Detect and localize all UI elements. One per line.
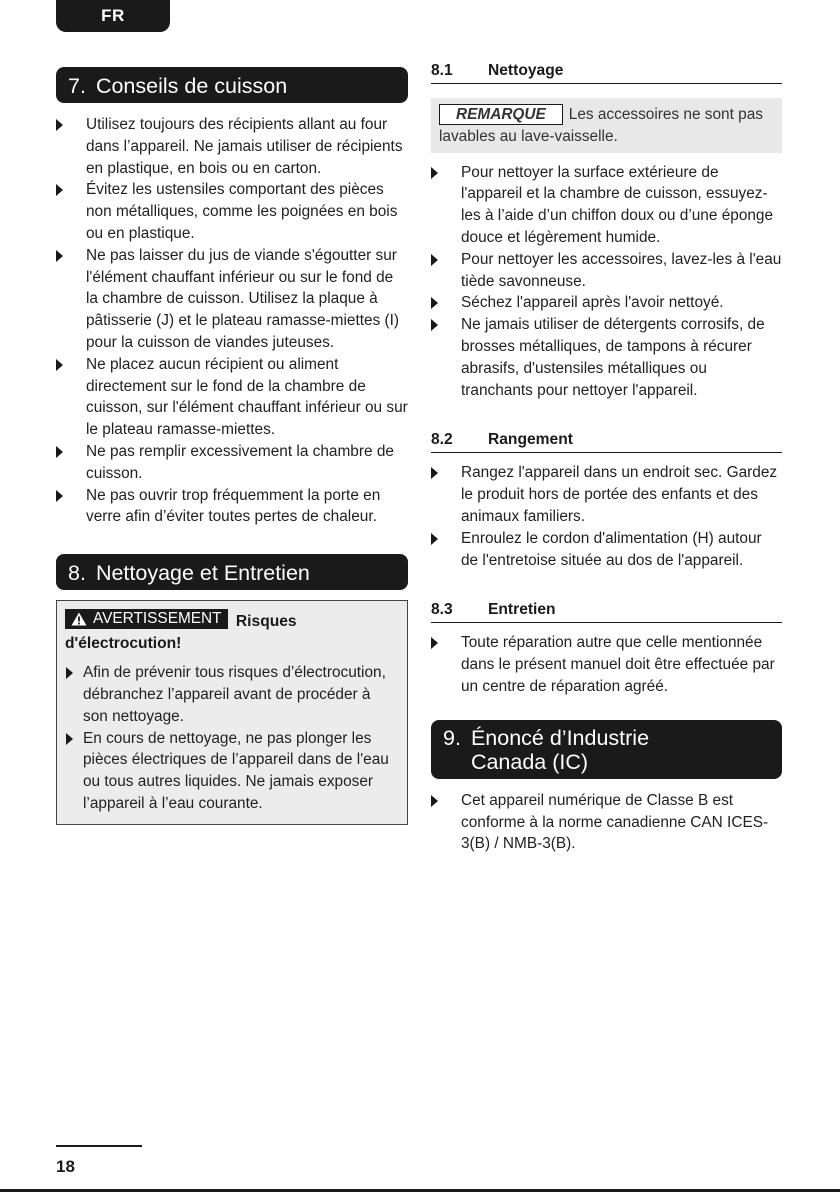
section-9-list — [431, 790, 782, 855]
list-item: Rangez l'appareil dans un endroit sec. Gardez le produit hors de portée des enfants et des animaux familiers. — [431, 462, 782, 527]
subsection-8-3-list — [431, 632, 782, 697]
bullet-icon — [56, 490, 63, 502]
subsection-title: Rangement — [488, 431, 573, 449]
subsection-8-1-heading — [431, 62, 782, 84]
section-7-title: Conseils de cuisson — [95, 74, 288, 98]
left-column — [56, 67, 408, 825]
warning-badge-label: AVERTISSEMENT — [93, 610, 222, 628]
warning-title-rest-1: Risques — [235, 613, 297, 631]
bullet-icon — [66, 667, 73, 679]
list-item: En cours de nettoyage, ne pas plonger les pièces électriques de l’appareil dans de l'eau ou tous autres liquides. Ne jamais exposer l’appareil à l’eau courante. — [65, 728, 399, 815]
subsection-number: 8.1 — [431, 62, 453, 79]
list-item: Cet appareil numérique de Classe B est conforme à la norme canadienne CAN ICES-3(B) / NMB-3(B). — [431, 790, 782, 855]
section-7-number: 7. — [68, 74, 86, 98]
subsection-8-1-list — [431, 162, 782, 402]
section-9-number: 9. — [443, 725, 461, 750]
right-column — [431, 62, 782, 855]
subsection-title: Nettoyage — [488, 62, 564, 79]
section-8-title: Nettoyage et Entretien — [95, 561, 310, 586]
list-item: Ne jamais utiliser de détergents corrosifs, de brosses métalliques, de tampons à récurer abrasifs, d'ustensiles métalliques ou tranchants pour nettoyer l'appareil. — [431, 314, 782, 401]
list-item: Utilisez toujours des récipients allant au four dans l’appareil. Ne jamais utiliser de récipients en plastique, en bois ou en carton. — [56, 114, 408, 179]
bullet-icon — [431, 319, 438, 331]
list-item: Ne pas ouvrir trop fréquemment la porte en verre afin d’éviter toutes pertes de chaleur. — [56, 485, 408, 529]
bullet-icon — [431, 533, 438, 545]
bullet-icon — [431, 637, 438, 649]
bullet-icon — [66, 733, 73, 745]
list-item: Pour nettoyer les accessoires, lavez-les à l'eau tiède savonneuse. — [431, 249, 782, 293]
list-item: Ne pas remplir excessivement la chambre de cuisson. — [56, 441, 408, 485]
section-9-title — [471, 726, 649, 774]
warning-title-rest-2: d'électrocution! — [65, 635, 182, 653]
bullet-icon — [56, 359, 63, 371]
subsection-8-2-heading — [431, 431, 782, 453]
section-9-heading — [431, 720, 782, 779]
list-item: Séchez l'appareil après l'avoir nettoyé. — [431, 292, 782, 314]
note-box — [431, 98, 782, 153]
list-item: Ne placez aucun récipient ou aliment directement sur le fond de la chambre de cuisson, sur l'élément chauffant inférieur ou sur le plateau ramasse-miettes. — [56, 354, 408, 441]
subsection-8-3-heading — [431, 601, 782, 623]
section-9-title-line2: Canada (IC) — [470, 749, 589, 774]
list-item: Afin de prévenir tous risques d’électrocution, débranchez l’appareil avant de procéder à son nettoyage. — [65, 662, 399, 727]
bullet-icon — [56, 119, 63, 131]
section-7-heading — [56, 67, 408, 103]
bullet-icon — [56, 184, 63, 196]
bullet-icon — [431, 254, 438, 266]
list-item: Évitez les ustensiles comportant des pièces non métalliques, comme les poignées en bois ou en plastique. — [56, 179, 408, 244]
subsection-title: Entretien — [488, 601, 556, 619]
subsection-number: 8.2 — [431, 431, 453, 449]
warning-triangle-icon — [71, 612, 87, 626]
warning-list — [65, 662, 399, 815]
bullet-icon — [431, 795, 438, 807]
bullet-icon — [56, 250, 63, 262]
section-9-title-line1: Énoncé d’Industrie — [470, 725, 650, 750]
bullet-icon — [431, 167, 438, 179]
subsection-number: 8.3 — [431, 601, 453, 619]
language-tab: FR — [56, 0, 170, 32]
section-8-number: 8. — [68, 561, 86, 586]
page-number: 18 — [56, 1157, 75, 1176]
list-item: Ne pas laisser du jus de viande s'égoutter sur l'élément chauffant inférieur ou sur le fond de la chambre de cuisson. Utilisez la plaque à pâtisserie (J) et le plateau ramasse-miettes (I) pour la cuisson de viandes juteuses. — [56, 245, 408, 354]
bullet-icon — [431, 467, 438, 479]
footer-rule — [56, 1145, 142, 1147]
list-item: Enroulez le cordon d'alimentation (H) autour de l'entretoise située au dos de l'appareil. — [431, 528, 782, 572]
warning-box — [56, 600, 408, 825]
warning-title — [65, 609, 399, 655]
list-item: Pour nettoyer la surface extérieure de l'appareil et la chambre de cuisson, essuyez-les à l’aide d’un chiffon doux ou d’une éponge douce et légèrement humide. — [431, 162, 782, 249]
bullet-icon — [431, 297, 438, 309]
note-text: Les accessoires ne sont pas lavables au lave-vaisselle. — [439, 106, 763, 145]
list-item: Toute réparation autre que celle mentionnée dans le présent manuel doit être effectuée par un centre de réparation agréé. — [431, 632, 782, 697]
subsection-8-2-list — [431, 462, 782, 571]
warning-badge — [65, 609, 228, 629]
bullet-icon — [56, 446, 63, 458]
section-7-list — [56, 114, 408, 528]
section-8-heading — [56, 554, 408, 590]
note-label: REMARQUE — [439, 104, 563, 125]
